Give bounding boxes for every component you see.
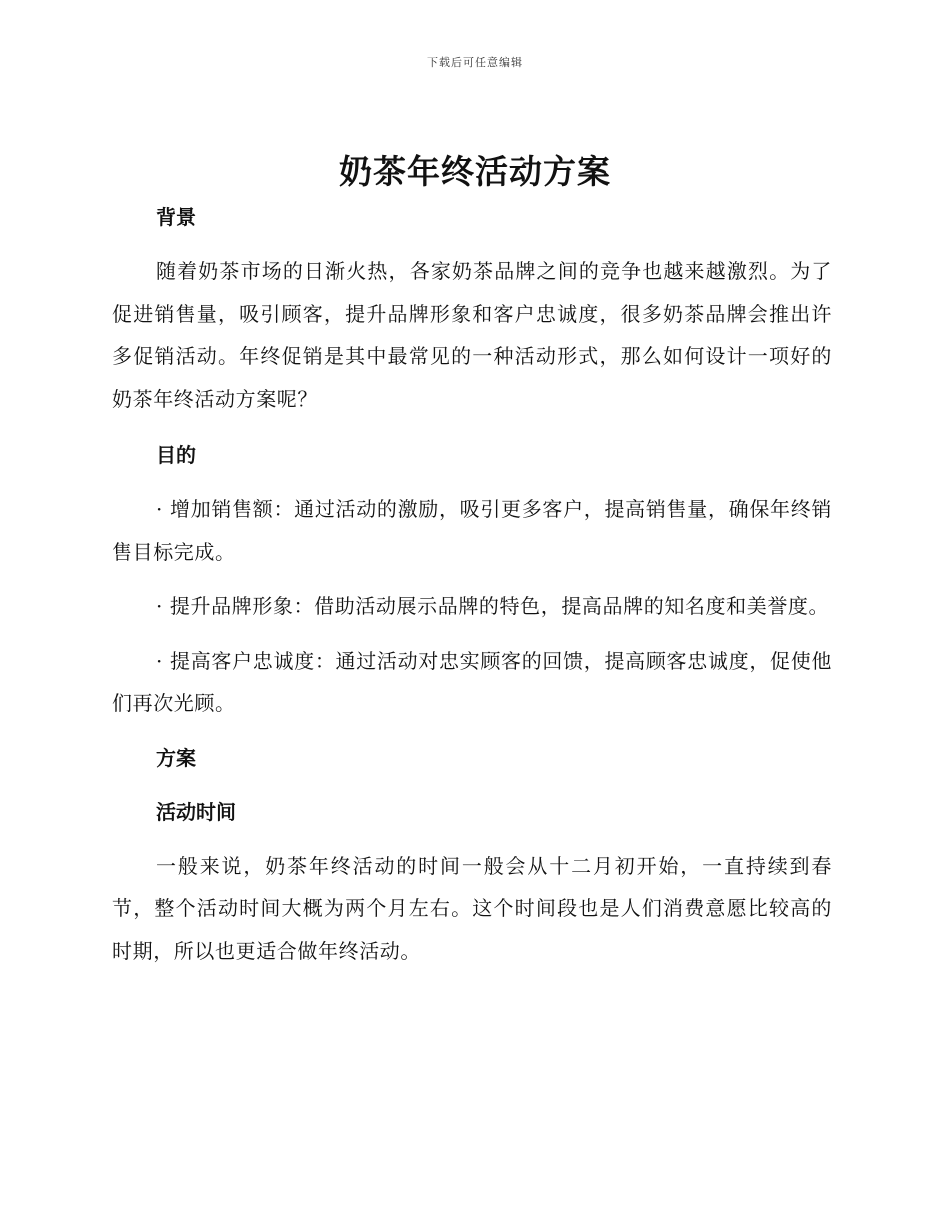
- subheading-activity-time: 活动时间: [156, 799, 236, 824]
- section-heading-background: 背景: [156, 205, 196, 229]
- purpose-item-brand: · 提升品牌形象：借助活动展示品牌的特色，提高品牌的知名度和美誉度。: [156, 594, 830, 618]
- section-heading-purpose: 目的: [156, 443, 196, 467]
- document-title: 奶茶年终活动方案: [339, 152, 611, 191]
- purpose-item-sales: · 增加销售额：通过活动的激励，吸引更多客户，提高销售量，确保年终销售目标完成。: [112, 497, 832, 564]
- header-note: 下载后可任意编辑: [427, 56, 523, 69]
- purpose-item-loyalty: · 提高客户忠诚度：通过活动对忠实顾客的回馈，提高顾客忠诚度，促使他们再次光顾。: [112, 648, 832, 715]
- activity-time-paragraph: 一般来说，奶茶年终活动的时间一般会从十二月初开始，一直持续到春节，整个活动时间大概为两个月左右。这个时间段也是人们消费意愿比较高的时期，所以也更适合做年终活动。: [112, 853, 832, 963]
- section-heading-plan: 方案: [156, 745, 196, 770]
- background-paragraph: 随着奶茶市场的日渐火热，各家奶茶品牌之间的竞争也越来越激烈。为了促进销售量，吸引顾客，提升品牌形象和客户忠诚度，很多奶茶品牌会推出许多促销活动。年终促销是其中最常见的一种活动形式，那么如何设计一项好的奶茶年终活动方案呢？: [112, 259, 832, 411]
- document-body: [112, 196, 832, 972]
